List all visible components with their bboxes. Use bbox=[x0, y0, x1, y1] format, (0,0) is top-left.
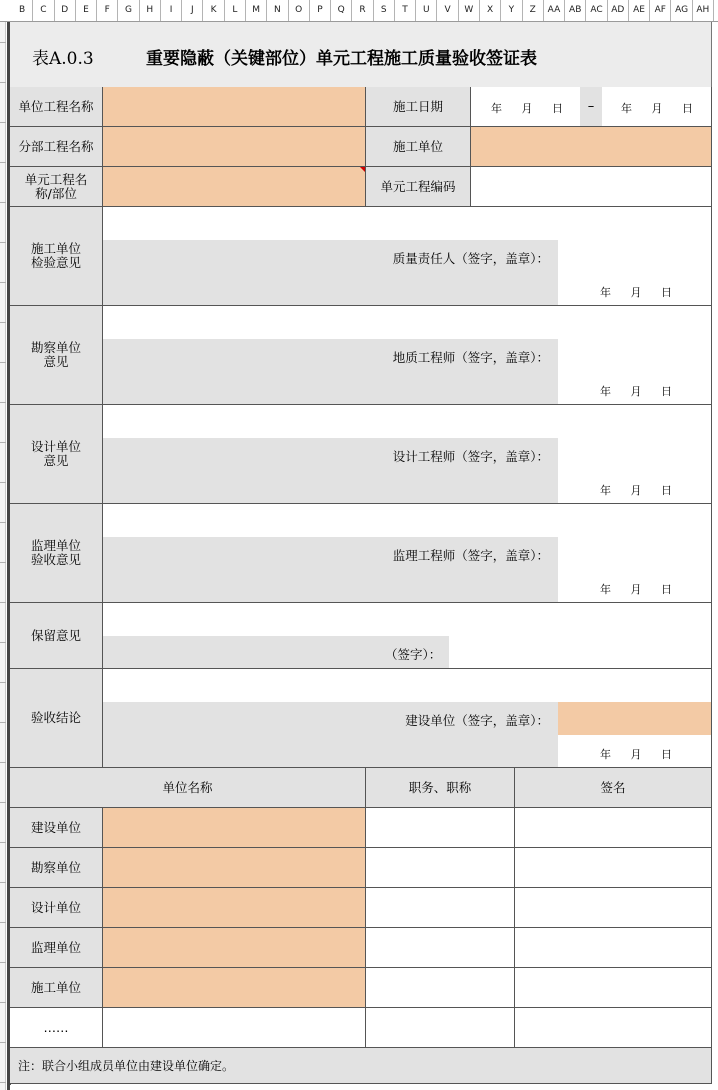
column-header-w[interactable]: W bbox=[459, 0, 480, 21]
row-divider bbox=[0, 842, 6, 843]
sign-date: 年 月 日 bbox=[600, 385, 672, 398]
row-divider bbox=[0, 202, 6, 203]
member-signature-input[interactable] bbox=[515, 968, 712, 1008]
row-divider bbox=[0, 762, 6, 763]
sub-project-input[interactable] bbox=[103, 127, 366, 167]
element-code-label: 单元工程编码 bbox=[366, 167, 471, 207]
member-row-label: 施工单位 bbox=[10, 968, 103, 1008]
row-divider bbox=[0, 122, 6, 123]
column-header-af[interactable]: AF bbox=[650, 0, 671, 21]
sign-date: 年 月 日 bbox=[600, 583, 672, 596]
row-divider bbox=[0, 322, 6, 323]
opinion-label-survey: 勘察单位意见 bbox=[10, 306, 103, 405]
column-header-m[interactable]: M bbox=[246, 0, 267, 21]
member-title-input[interactable] bbox=[366, 848, 515, 888]
member-signature-input[interactable] bbox=[515, 808, 712, 848]
conclusion-box[interactable] bbox=[103, 669, 712, 768]
construction-unit-input[interactable] bbox=[471, 127, 712, 167]
members-header-signature: 签名 bbox=[515, 768, 712, 808]
column-header-s[interactable]: S bbox=[374, 0, 395, 21]
row-divider bbox=[0, 922, 6, 923]
form-code: 表A.0.3 bbox=[32, 49, 94, 69]
construction-date-cell[interactable] bbox=[471, 87, 712, 127]
column-header-c[interactable]: C bbox=[33, 0, 54, 21]
column-header-b[interactable]: B bbox=[12, 0, 33, 21]
title-area bbox=[10, 22, 712, 88]
date-start: 年 月 日 bbox=[491, 102, 564, 115]
column-header-i[interactable]: I bbox=[161, 0, 182, 21]
opinion-box-design[interactable] bbox=[103, 405, 712, 504]
member-name-input[interactable] bbox=[103, 888, 366, 928]
sub-project-label: 分部工程名称 bbox=[10, 127, 103, 167]
row-header-bar bbox=[0, 22, 6, 1090]
member-signature-input[interactable] bbox=[515, 928, 712, 968]
column-header-d[interactable]: D bbox=[55, 0, 76, 21]
column-header-p[interactable]: P bbox=[310, 0, 331, 21]
row-divider bbox=[0, 522, 6, 523]
column-header-ag[interactable]: AG bbox=[671, 0, 692, 21]
column-header-r[interactable]: R bbox=[352, 0, 373, 21]
conclusion-signer-label: 建设单位（签字，盖章）： bbox=[405, 713, 549, 728]
column-header-ab[interactable]: AB bbox=[565, 0, 586, 21]
members-header-unit: 单位名称 bbox=[10, 768, 366, 808]
signer-label: 监理工程师（签字，盖章）： bbox=[392, 548, 549, 563]
member-row-label: …… bbox=[10, 1008, 103, 1048]
row-divider bbox=[0, 682, 6, 683]
row-divider bbox=[0, 1082, 6, 1083]
row-divider bbox=[0, 362, 6, 363]
member-name-input[interactable] bbox=[103, 848, 366, 888]
construction-date-label: 施工日期 bbox=[366, 87, 471, 127]
element-project-input[interactable] bbox=[103, 167, 366, 207]
reserved-signer-label: （签字）： bbox=[385, 647, 442, 662]
row-divider bbox=[0, 962, 6, 963]
date-end: 年 月 日 bbox=[621, 102, 694, 115]
member-signature-input[interactable] bbox=[515, 888, 712, 928]
column-header-t[interactable]: T bbox=[395, 0, 416, 21]
sign-date: 年 月 日 bbox=[600, 484, 672, 497]
date-separator: – bbox=[580, 87, 602, 126]
opinion-box-construction[interactable] bbox=[103, 207, 712, 306]
unit-project-input[interactable] bbox=[103, 87, 366, 127]
opinion-box-supervision[interactable] bbox=[103, 504, 712, 603]
column-header-ad[interactable]: AD bbox=[608, 0, 629, 21]
column-header-g[interactable]: G bbox=[118, 0, 139, 21]
form-title: 重要隐蔽（关键部位）单元工程施工质量验收签证表 bbox=[146, 49, 537, 69]
member-name-input[interactable] bbox=[103, 928, 366, 968]
member-title-input[interactable] bbox=[366, 1008, 515, 1048]
member-row-label: 勘察单位 bbox=[10, 848, 103, 888]
row-divider bbox=[0, 82, 6, 83]
column-header-bar bbox=[0, 0, 718, 22]
column-header-ae[interactable]: AE bbox=[629, 0, 650, 21]
column-header-v[interactable]: V bbox=[437, 0, 458, 21]
comment-indicator-icon bbox=[360, 167, 365, 172]
row-divider bbox=[0, 482, 6, 483]
column-header-h[interactable]: H bbox=[140, 0, 161, 21]
member-title-input[interactable] bbox=[366, 888, 515, 928]
row-divider bbox=[0, 1042, 6, 1043]
column-header-e[interactable]: E bbox=[76, 0, 97, 21]
column-header-z[interactable]: Z bbox=[523, 0, 544, 21]
column-header-l[interactable]: L bbox=[225, 0, 246, 21]
member-signature-input[interactable] bbox=[515, 1008, 712, 1048]
column-header-aa[interactable]: AA bbox=[544, 0, 565, 21]
conclusion-label: 验收结论 bbox=[10, 669, 103, 768]
row-divider bbox=[0, 602, 6, 603]
row-divider bbox=[0, 562, 6, 563]
row-divider bbox=[0, 242, 6, 243]
column-header-j[interactable]: J bbox=[182, 0, 203, 21]
signer-label: 设计工程师（签字，盖章）： bbox=[392, 449, 549, 464]
member-title-input[interactable] bbox=[366, 928, 515, 968]
column-header-o[interactable]: O bbox=[289, 0, 310, 21]
column-header-ah[interactable]: AH bbox=[693, 0, 714, 21]
opinion-label-design: 设计单位意见 bbox=[10, 405, 103, 504]
reserved-box[interactable] bbox=[103, 603, 712, 669]
row-divider bbox=[0, 722, 6, 723]
member-signature-input[interactable] bbox=[515, 848, 712, 888]
footnote: 注：联合小组成员单位由建设单位确定。 bbox=[10, 1048, 712, 1084]
member-row-label: 建设单位 bbox=[10, 808, 103, 848]
row-divider bbox=[0, 642, 6, 643]
row-divider bbox=[0, 442, 6, 443]
signer-label: 质量责任人（签字，盖章）： bbox=[392, 251, 549, 266]
member-title-input[interactable] bbox=[366, 808, 515, 848]
member-row-label: 监理单位 bbox=[10, 928, 103, 968]
row-divider bbox=[0, 42, 6, 43]
element-code-input[interactable] bbox=[471, 167, 712, 207]
member-row-label: 设计单位 bbox=[10, 888, 103, 928]
conclusion-date: 年 月 日 bbox=[600, 748, 672, 761]
unit-project-label: 单位工程名称 bbox=[10, 87, 103, 127]
signer-label: 地质工程师（签字，盖章）： bbox=[392, 350, 549, 365]
column-header-n[interactable]: N bbox=[267, 0, 288, 21]
row-divider bbox=[0, 802, 6, 803]
member-name-input[interactable] bbox=[103, 1008, 366, 1048]
opinion-label-construction: 施工单位检验意见 bbox=[10, 207, 103, 306]
row-divider bbox=[0, 1002, 6, 1003]
column-header-u[interactable]: U bbox=[416, 0, 437, 21]
members-header-title: 职务、职称 bbox=[366, 768, 515, 808]
opinion-box-survey[interactable] bbox=[103, 306, 712, 405]
sign-date: 年 月 日 bbox=[600, 286, 672, 299]
row-divider bbox=[0, 162, 6, 163]
element-project-label: 单元工程名称/部位 bbox=[10, 167, 103, 207]
builder-sign-input[interactable] bbox=[558, 702, 711, 735]
column-header-y[interactable]: Y bbox=[501, 0, 522, 21]
construction-unit-label: 施工单位 bbox=[366, 127, 471, 167]
row-divider bbox=[0, 882, 6, 883]
column-header-f[interactable]: F bbox=[97, 0, 118, 21]
reserved-label: 保留意见 bbox=[10, 603, 103, 669]
row-divider bbox=[0, 282, 6, 283]
member-name-input[interactable] bbox=[103, 808, 366, 848]
row-divider bbox=[0, 402, 6, 403]
column-header-q[interactable]: Q bbox=[331, 0, 352, 21]
column-header-x[interactable]: X bbox=[480, 0, 501, 21]
member-title-input[interactable] bbox=[366, 968, 515, 1008]
opinion-label-supervision: 监理单位验收意见 bbox=[10, 504, 103, 603]
column-header-k[interactable]: K bbox=[203, 0, 224, 21]
member-name-input[interactable] bbox=[103, 968, 366, 1008]
column-header-ac[interactable]: AC bbox=[586, 0, 607, 21]
